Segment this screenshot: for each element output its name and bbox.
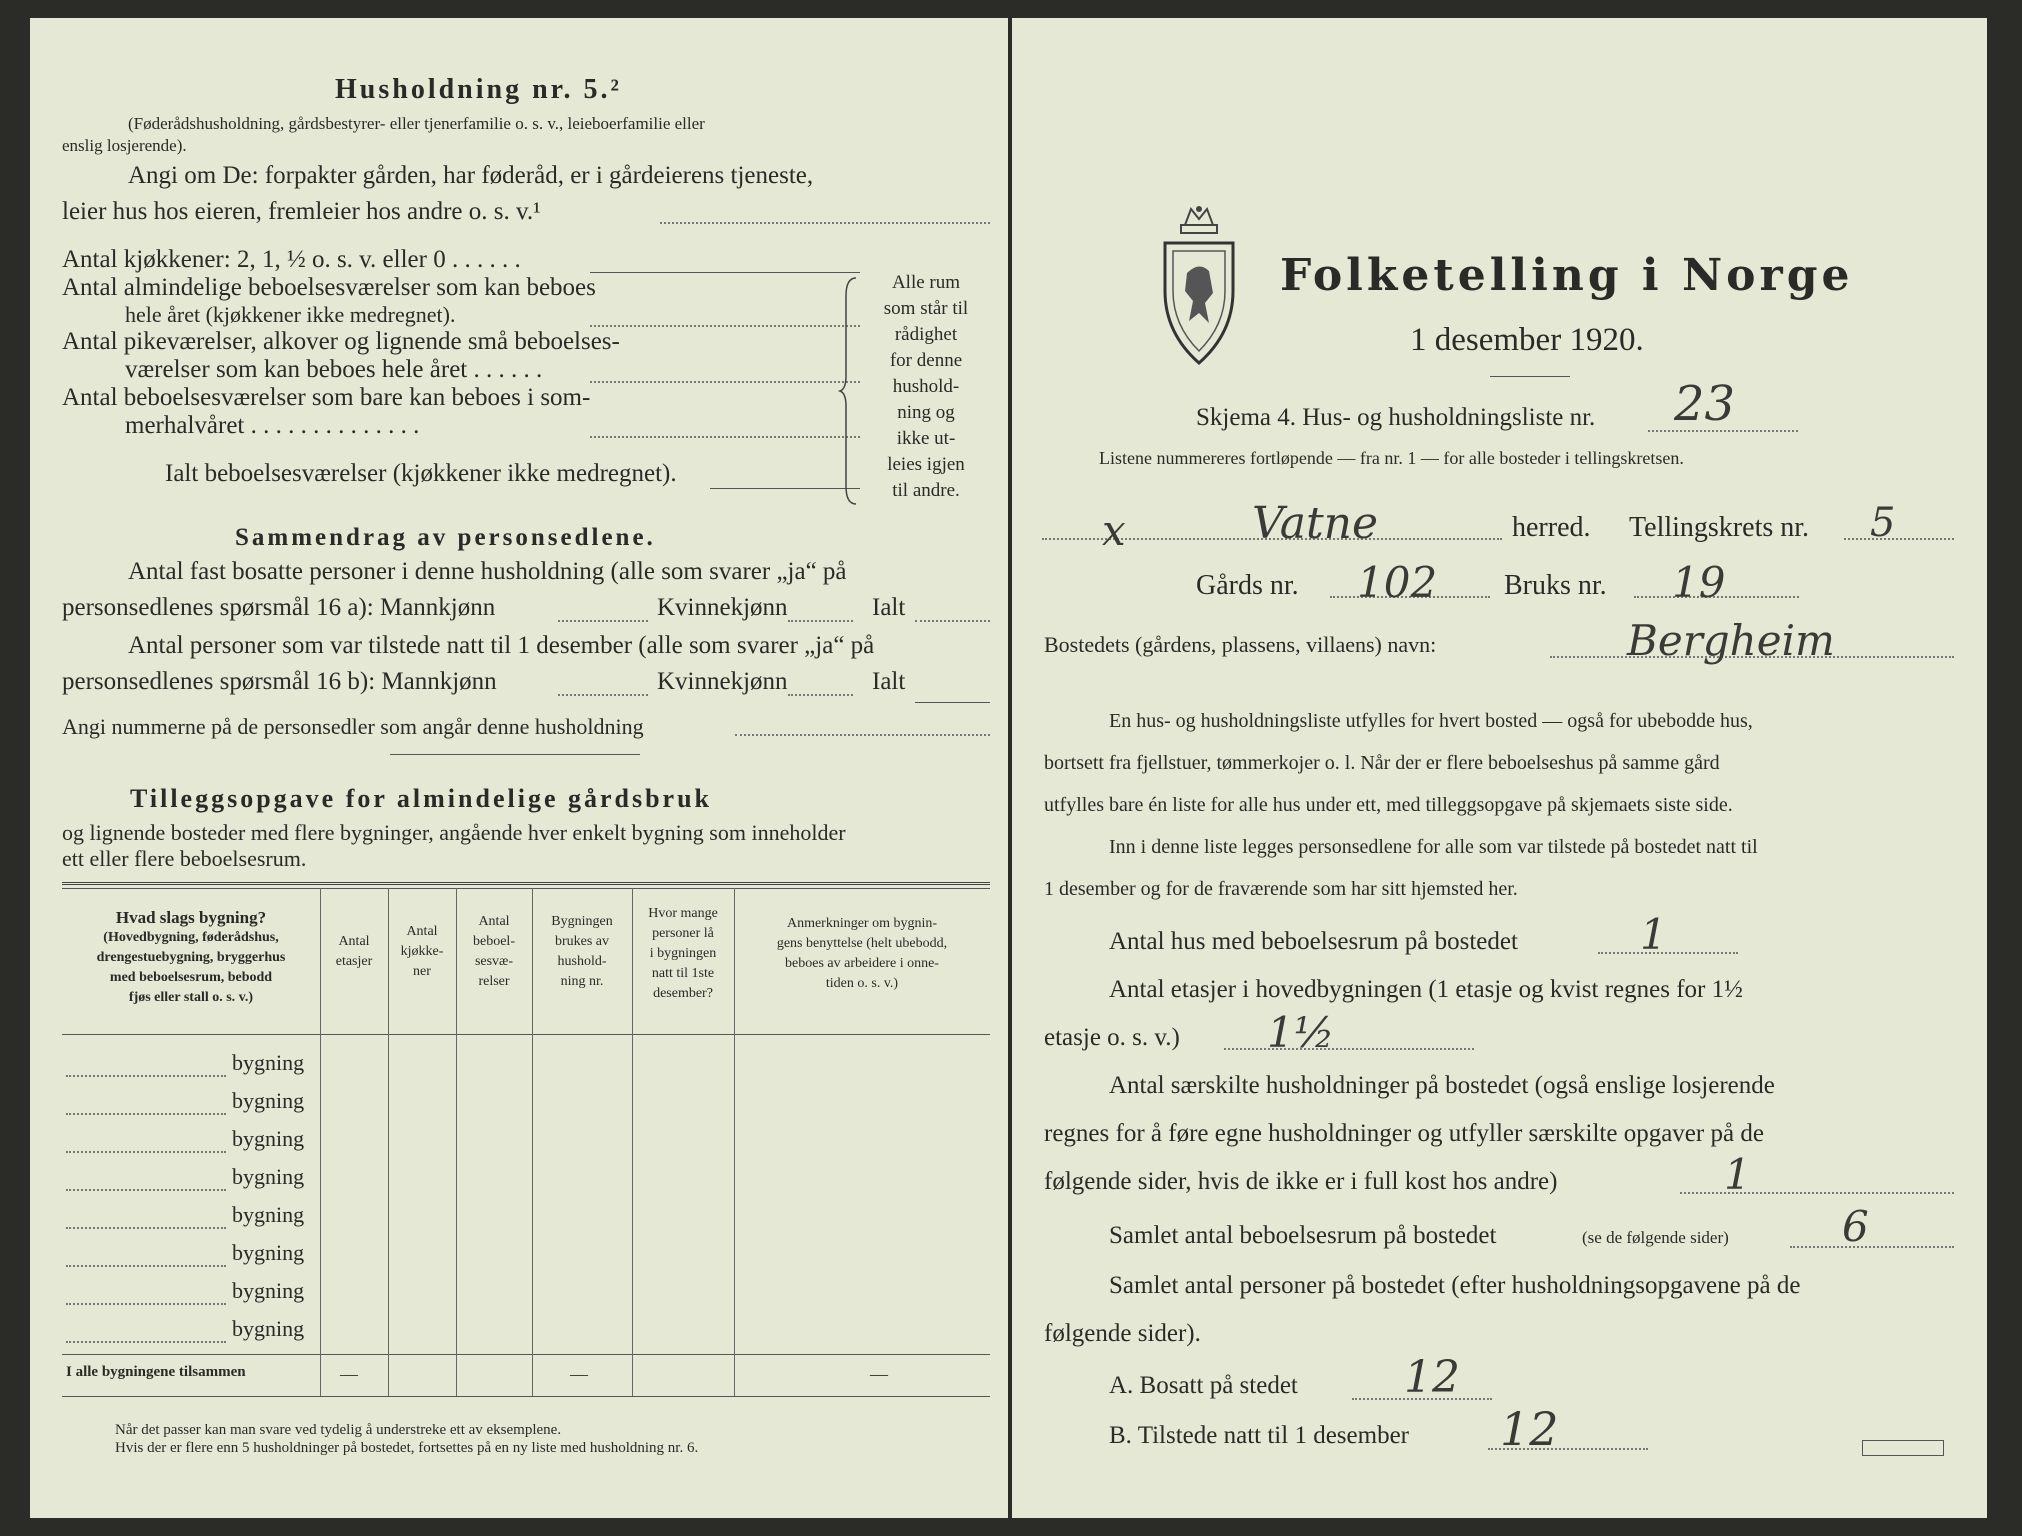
- personer-label-a: Samlet antal personer på bostedet (efter husholdningsopgavene på de: [1109, 1272, 1801, 1299]
- table-row: bygning: [232, 1088, 305, 1113]
- kvinne-label: Kvinnekjønn: [657, 594, 788, 621]
- etasjer-val: 1½: [1267, 1008, 1335, 1057]
- total-rooms-question: Ialt beboelsesværelser (kjøkkener ikke medregnet).: [165, 460, 677, 487]
- household-title: Husholdning nr. 5.²: [335, 74, 622, 105]
- angi-answer-line[interactable]: [660, 222, 990, 224]
- ialt-label: Ialt: [872, 668, 906, 695]
- side-note-line: til andre.: [892, 480, 960, 501]
- resident-question-a: Antal fast bosatte personer i denne husholdning (alle som svarer „ja“ på: [128, 558, 847, 585]
- angi-numbers: Angi nummerne på de personsedler som angår denne husholdning: [62, 714, 644, 739]
- tillegg-line-a: og lignende bosteder med flere bygninger, angående hver enkelt bygning som inneholder: [62, 820, 846, 845]
- husholdninger-val: 1: [1724, 1150, 1751, 1199]
- side-note-line: for denne: [889, 350, 963, 371]
- side-note-line: ikke ut-: [896, 428, 956, 449]
- tellingskrets-answer-line[interactable]: [1844, 538, 1954, 540]
- personer-label-b: følgende sider).: [1044, 1320, 1201, 1347]
- kitchens-question: Antal kjøkkener: 2, 1, ½ o. s. v. eller 0 . . . . . .: [62, 246, 521, 273]
- hus-label: Antal hus med beboelsesrum på bostedet: [1109, 928, 1518, 955]
- rum-note: (se de følgende sider): [1582, 1228, 1729, 1247]
- title-divider: [1490, 376, 1570, 377]
- rooms-question-b: hele året (kjøkkener ikke medregnet).: [125, 302, 456, 327]
- kvinne-label: Kvinnekjønn: [657, 668, 788, 695]
- small-rooms-question-a: Antal pikeværelser, alkover og lignende små beboelses-: [62, 328, 620, 355]
- bruks-nr: 19: [1672, 558, 1726, 607]
- present-total-answer[interactable]: [915, 702, 990, 703]
- printer-stamp: [1862, 1440, 1944, 1456]
- footnote-1: Når det passer kan man svare ved tydelig å understreke ett av eksemplene.: [115, 1422, 562, 1438]
- husholdninger-label-b: regnes for å føre egne husholdninger og utfyller særskilte opgaver på de: [1044, 1120, 1764, 1147]
- tellingskrets-nr: 5: [1870, 500, 1896, 546]
- etasjer-label-b: etasje o. s. v.): [1044, 1024, 1180, 1051]
- present-female-answer[interactable]: [788, 694, 853, 696]
- gards-label: Gårds nr.: [1196, 570, 1299, 601]
- small-rooms-question-b: værelser som kan beboes hele året . . . . . .: [125, 356, 543, 383]
- side-note-line: leies igjen: [887, 454, 965, 475]
- kitchens-answer[interactable]: [590, 272, 860, 273]
- tellingskrets-label: Tellingskrets nr.: [1629, 512, 1810, 543]
- form-title: Folketelling i Norge: [1280, 250, 1854, 301]
- side-note-line: rådighet: [894, 324, 958, 345]
- census-date: 1 desember 1920.: [1410, 322, 1644, 358]
- intro-line-1: (Føderådshusholdning, gårdsbestyrer- eller tjenerfamilie o. s. v., leieboerfamilie eller: [128, 114, 705, 133]
- left-page: [30, 18, 1008, 1518]
- instructions-2a: Inn i denne liste legges personsedlene for alle som var tilstede på bostedet natt til: [1109, 836, 1758, 858]
- numbers-answer[interactable]: [735, 734, 990, 736]
- angi-line-2: leier hus hos eieren, fremleier hos andre o. s. v.¹: [62, 198, 541, 225]
- total-row-label: I alle bygningene tilsammen: [66, 1364, 246, 1380]
- bruks-label: Bruks nr.: [1504, 570, 1607, 601]
- resident-total-answer[interactable]: [915, 620, 990, 622]
- col-header-kitchens: Antal kjøkke- ner: [400, 924, 444, 979]
- side-note-line: ning og: [897, 402, 955, 423]
- table-row: bygning: [232, 1126, 305, 1151]
- gards-nr: 102: [1357, 558, 1438, 607]
- hus-answer-line[interactable]: [1598, 952, 1738, 954]
- resident-female-answer[interactable]: [788, 620, 853, 622]
- etasjer-answer-line[interactable]: [1224, 1048, 1474, 1050]
- section-divider: [390, 754, 640, 755]
- total-household: —: [570, 1364, 588, 1384]
- col-header-household: Bygningen brukes av hushold- ning nr.: [551, 914, 613, 989]
- bosatt-val: 12: [1404, 1352, 1460, 1403]
- coat-of-arms-icon: [1157, 203, 1241, 373]
- building-table: [62, 882, 990, 1400]
- table-row: bygning: [232, 1278, 305, 1303]
- summary-title: Sammendrag av personsedlene.: [235, 524, 656, 551]
- instructions-1a: En hus- og husholdningsliste utfylles for hvert bosted — også for ubebodde hus,: [1109, 710, 1753, 732]
- instructions-1b: bortsett fra fjellstuer, tømmerkojer o. l. Når der er flere beboelseshus på samme gård: [1044, 752, 1720, 774]
- tilstede-label: B. Tilstede natt til 1 desember: [1109, 1422, 1409, 1449]
- instructions-1c: utfylles bare én liste for alle hus under ett, med tilleggsopgave på skjemaets siste side.: [1044, 794, 1733, 816]
- summer-rooms-question-a: Antal beboelsesværelser som bare kan beboes i som-: [62, 384, 591, 411]
- table-row: bygning: [232, 1240, 305, 1265]
- tilstede-val: 12: [1500, 1402, 1559, 1456]
- table-row: bygning: [232, 1316, 305, 1341]
- present-male-answer[interactable]: [558, 694, 648, 696]
- col-header-floors: Antal etasjer: [335, 934, 373, 969]
- footnote-2: Hvis der er flere enn 5 husholdninger på bostedet, fortsettes på en ny liste med husholdning nr. 6.: [115, 1440, 699, 1456]
- herred-label: herred.: [1512, 512, 1591, 543]
- col-header-type: Hvad slags bygning? (Hovedbygning, føderådshus, drengestuebygning, bryggerhus med beboelsesrum, bebodd fjøs eller stall o. s. v.): [96, 908, 286, 1005]
- rooms-question-a: Antal almindelige beboelsesværelser som kan beboes: [62, 274, 596, 301]
- hus-val: 1: [1640, 910, 1667, 959]
- small-rooms-answer[interactable]: [590, 381, 860, 383]
- herred-name: Vatne: [1252, 498, 1379, 549]
- bosted-navn: Bergheim: [1627, 616, 1835, 665]
- side-note-line: hushold-: [892, 376, 960, 397]
- resident-question-b: personsedlenes spørsmål 16 a): Mannkjønn: [62, 594, 496, 621]
- side-note-line: Alle rum: [891, 272, 961, 293]
- husholdninger-label-c: følgende sider, hvis de ikke er i full kost hos andre): [1044, 1168, 1558, 1195]
- col-header-remarks: Anmerkninger om bygnin- gens benyttelse (helt ubebodd, beboes av arbeidere i onne- tiden o. s. v.): [776, 916, 948, 991]
- rum-label: Samlet antal beboelsesrum på bostedet: [1109, 1222, 1497, 1249]
- rooms-answer[interactable]: [590, 325, 860, 327]
- total-remarks: —: [870, 1364, 888, 1384]
- husholdninger-label-a: Antal særskilte husholdninger på bostedet (også enslige losjerende: [1109, 1072, 1775, 1099]
- table-row: bygning: [232, 1050, 305, 1075]
- skjema-number: 23: [1674, 376, 1736, 432]
- side-note-line: som står til: [883, 298, 969, 319]
- skjema-label: Skjema 4. Hus- og husholdningsliste nr.: [1196, 404, 1596, 431]
- tillegg-line-b: ett eller flere beboelsesrum.: [62, 846, 307, 871]
- bosted-label: Bostedets (gårdens, plassens, villaens) navn:: [1044, 632, 1437, 657]
- col-header-rooms: Antal beboel- sesvæ- relser: [473, 914, 515, 989]
- intro-line-2: enslig losjerende).: [62, 136, 187, 155]
- table-row: bygning: [232, 1164, 305, 1189]
- present-question-a: Antal personer som var tilstede natt til 1 desember (alle som svarer „ja“ på: [128, 632, 875, 659]
- summer-rooms-answer[interactable]: [590, 436, 860, 438]
- angi-line-1: Angi om De: forpakter gården, har føderåd, er i gårdeierens tjeneste,: [128, 162, 814, 189]
- resident-male-answer[interactable]: [558, 620, 648, 622]
- right-page: [1012, 18, 1987, 1518]
- rum-answer-line[interactable]: [1790, 1246, 1954, 1248]
- instructions-2b: 1 desember og for de fraværende som har sitt hjemsted her.: [1044, 878, 1518, 900]
- table-row: bygning: [232, 1202, 305, 1227]
- tillegg-title: Tilleggsopgave for almindelige gårdsbruk: [130, 784, 713, 813]
- summer-rooms-question-b: merhalvåret . . . . . . . . . . . . . .: [125, 412, 420, 439]
- total-floors: —: [340, 1364, 358, 1384]
- husholdninger-answer-line[interactable]: [1680, 1192, 1954, 1194]
- etasjer-label-a: Antal etasjer i hovedbygningen (1 etasje og kvist regnes for 1½: [1109, 976, 1743, 1003]
- herred-mark: x: [1102, 506, 1126, 555]
- list-note: Listene nummereres fortløpende — fra nr. 1 — for alle bosteder i tellingskretsen.: [1099, 448, 1684, 468]
- side-note: [856, 270, 996, 504]
- present-question-b: personsedlenes spørsmål 16 b): Mannkjønn: [62, 668, 497, 695]
- rum-val: 6: [1842, 1202, 1869, 1251]
- col-header-persons: Hvor mange personer lå i bygningen natt til 1ste desember?: [648, 906, 718, 1001]
- bosatt-label: A. Bosatt på stedet: [1109, 1372, 1298, 1399]
- ialt-label: Ialt: [872, 594, 906, 621]
